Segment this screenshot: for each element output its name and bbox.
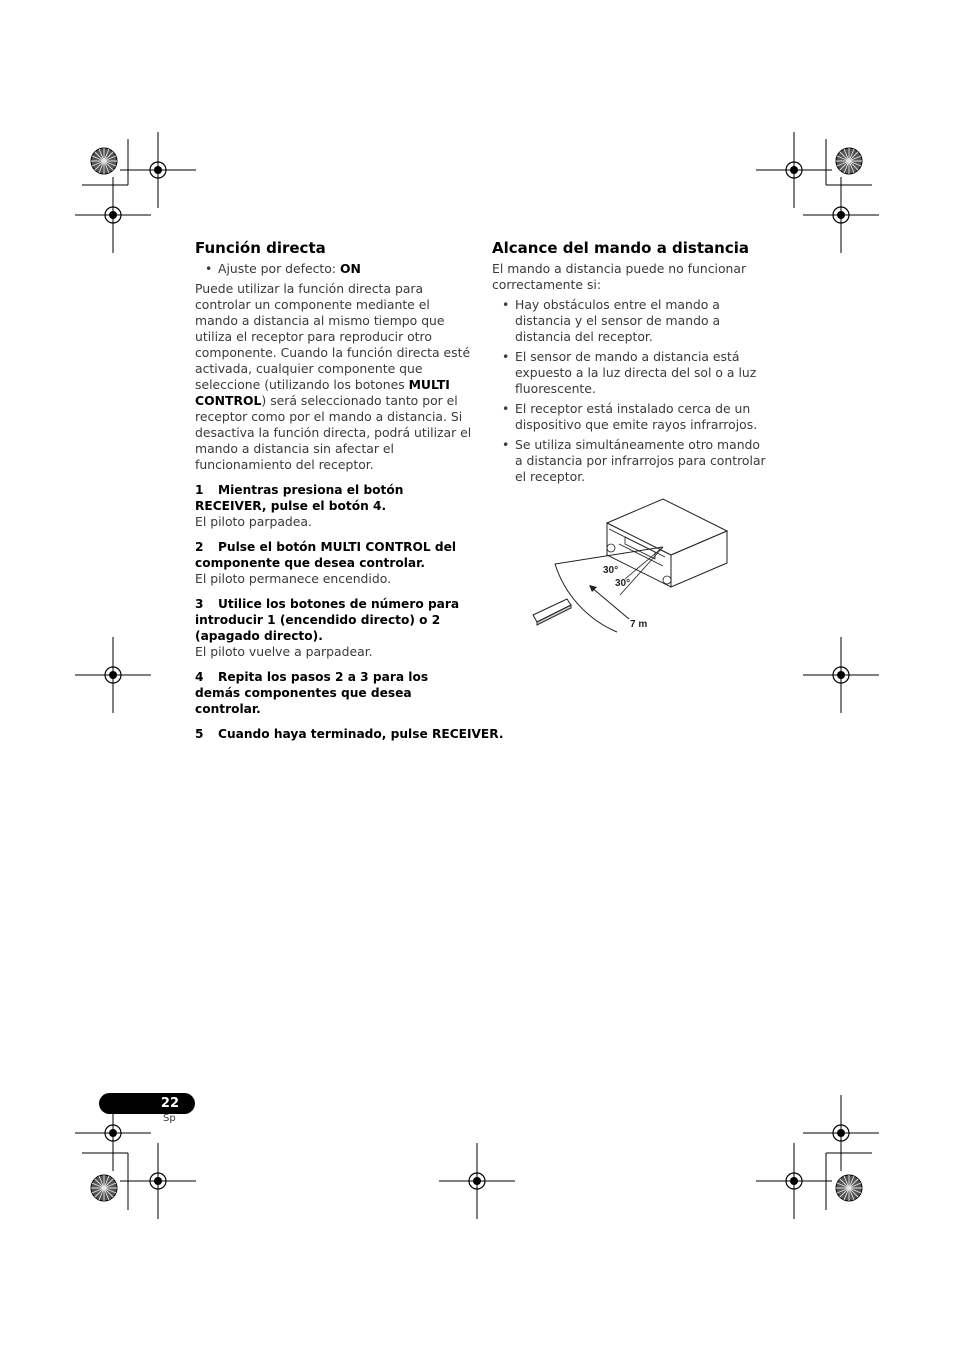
step-result: El piloto parpadea. xyxy=(195,514,312,529)
step-text: Repita los pasos 2 a 3 para los demás componentes que desea controlar. xyxy=(195,670,429,716)
registration-star-icon xyxy=(91,148,117,174)
page-number: 22 xyxy=(160,1096,179,1111)
step-number: 4 xyxy=(195,670,204,684)
description-part: ) será seleccionado tanto por el receptor como por el mando a distancia. Si desactiva la función directa, podrá utilizar el mando a distancia sin afectar el funcionamiento del receptor. xyxy=(195,393,472,472)
step-text: Pulse el botón MULTI CONTROL del componente que desea controlar. xyxy=(195,540,457,570)
registration-cross-icon xyxy=(120,1143,196,1219)
step-number: 2 xyxy=(195,540,204,554)
remote-range-intro: El mando a distancia puede no funcionar correctamente si: xyxy=(492,261,747,292)
registration-cross-icon xyxy=(803,177,879,253)
registration-star-icon xyxy=(91,1175,117,1201)
list-item: • Hay obstáculos entre el mando a distancia y el sensor de mando a distancia del receptor. xyxy=(492,297,770,345)
description-part: Puede utilizar la función directa para controlar un componente mediante el mando a distancia al mismo tiempo que utiliza el receptor para reproducir otro componente. Cuando la función directa esté activada, cualquier componente que seleccione (utilizando los botones xyxy=(195,281,471,392)
section-title-direct-function: Función directa xyxy=(195,239,326,257)
default-value: ON xyxy=(339,261,361,276)
default-label: Ajuste por defecto: xyxy=(218,261,340,276)
registration-star-icon xyxy=(836,148,862,174)
registration-cross-icon xyxy=(439,1143,515,1219)
list-item: • El receptor está instalado cerca de un dispositivo que emite rayos infrarrojos. xyxy=(492,401,770,433)
angle-label-bottom: 30° xyxy=(615,578,631,589)
step-text: Utilice los botones de número para introducir 1 (encendido directo) o 2 (apagado directo). xyxy=(195,597,460,643)
page-language: Sp xyxy=(163,1113,176,1124)
registration-cross-icon xyxy=(803,637,879,713)
step-result: El piloto vuelve a parpadear. xyxy=(195,644,373,659)
registration-cross-icon xyxy=(75,637,151,713)
description-bold: MULTI CONTROL xyxy=(195,377,450,408)
step-text: Mientras presiona el botón RECEIVER, pulse el botón 4. xyxy=(195,483,404,513)
distance-label: 7 m xyxy=(630,619,648,630)
step-number: 1 xyxy=(195,483,204,497)
registration-cross-icon xyxy=(75,177,151,253)
registration-cross-icon xyxy=(75,1095,151,1171)
registration-cross-icon xyxy=(120,132,196,208)
step-text: Cuando haya terminado, pulse RECEIVER. xyxy=(218,727,504,741)
registration-star-icon xyxy=(836,1175,862,1201)
angle-label-top: 30° xyxy=(603,565,619,576)
registration-cross-icon xyxy=(756,132,832,208)
step-number: 5 xyxy=(195,727,204,741)
step-result: El piloto permanece encendido. xyxy=(195,571,392,586)
list-item: • Se utiliza simultáneamente otro mando a distancia por infrarrojos para controlar el receptor. xyxy=(492,437,770,485)
registration-cross-icon xyxy=(803,1095,879,1171)
registration-cross-icon xyxy=(756,1143,832,1219)
step-number: 3 xyxy=(195,597,204,611)
section-title-remote-range: Alcance del mando a distancia xyxy=(492,239,749,257)
list-item: • El sensor de mando a distancia está expuesto a la luz directa del sol o a luz fluorescente. xyxy=(492,349,770,397)
